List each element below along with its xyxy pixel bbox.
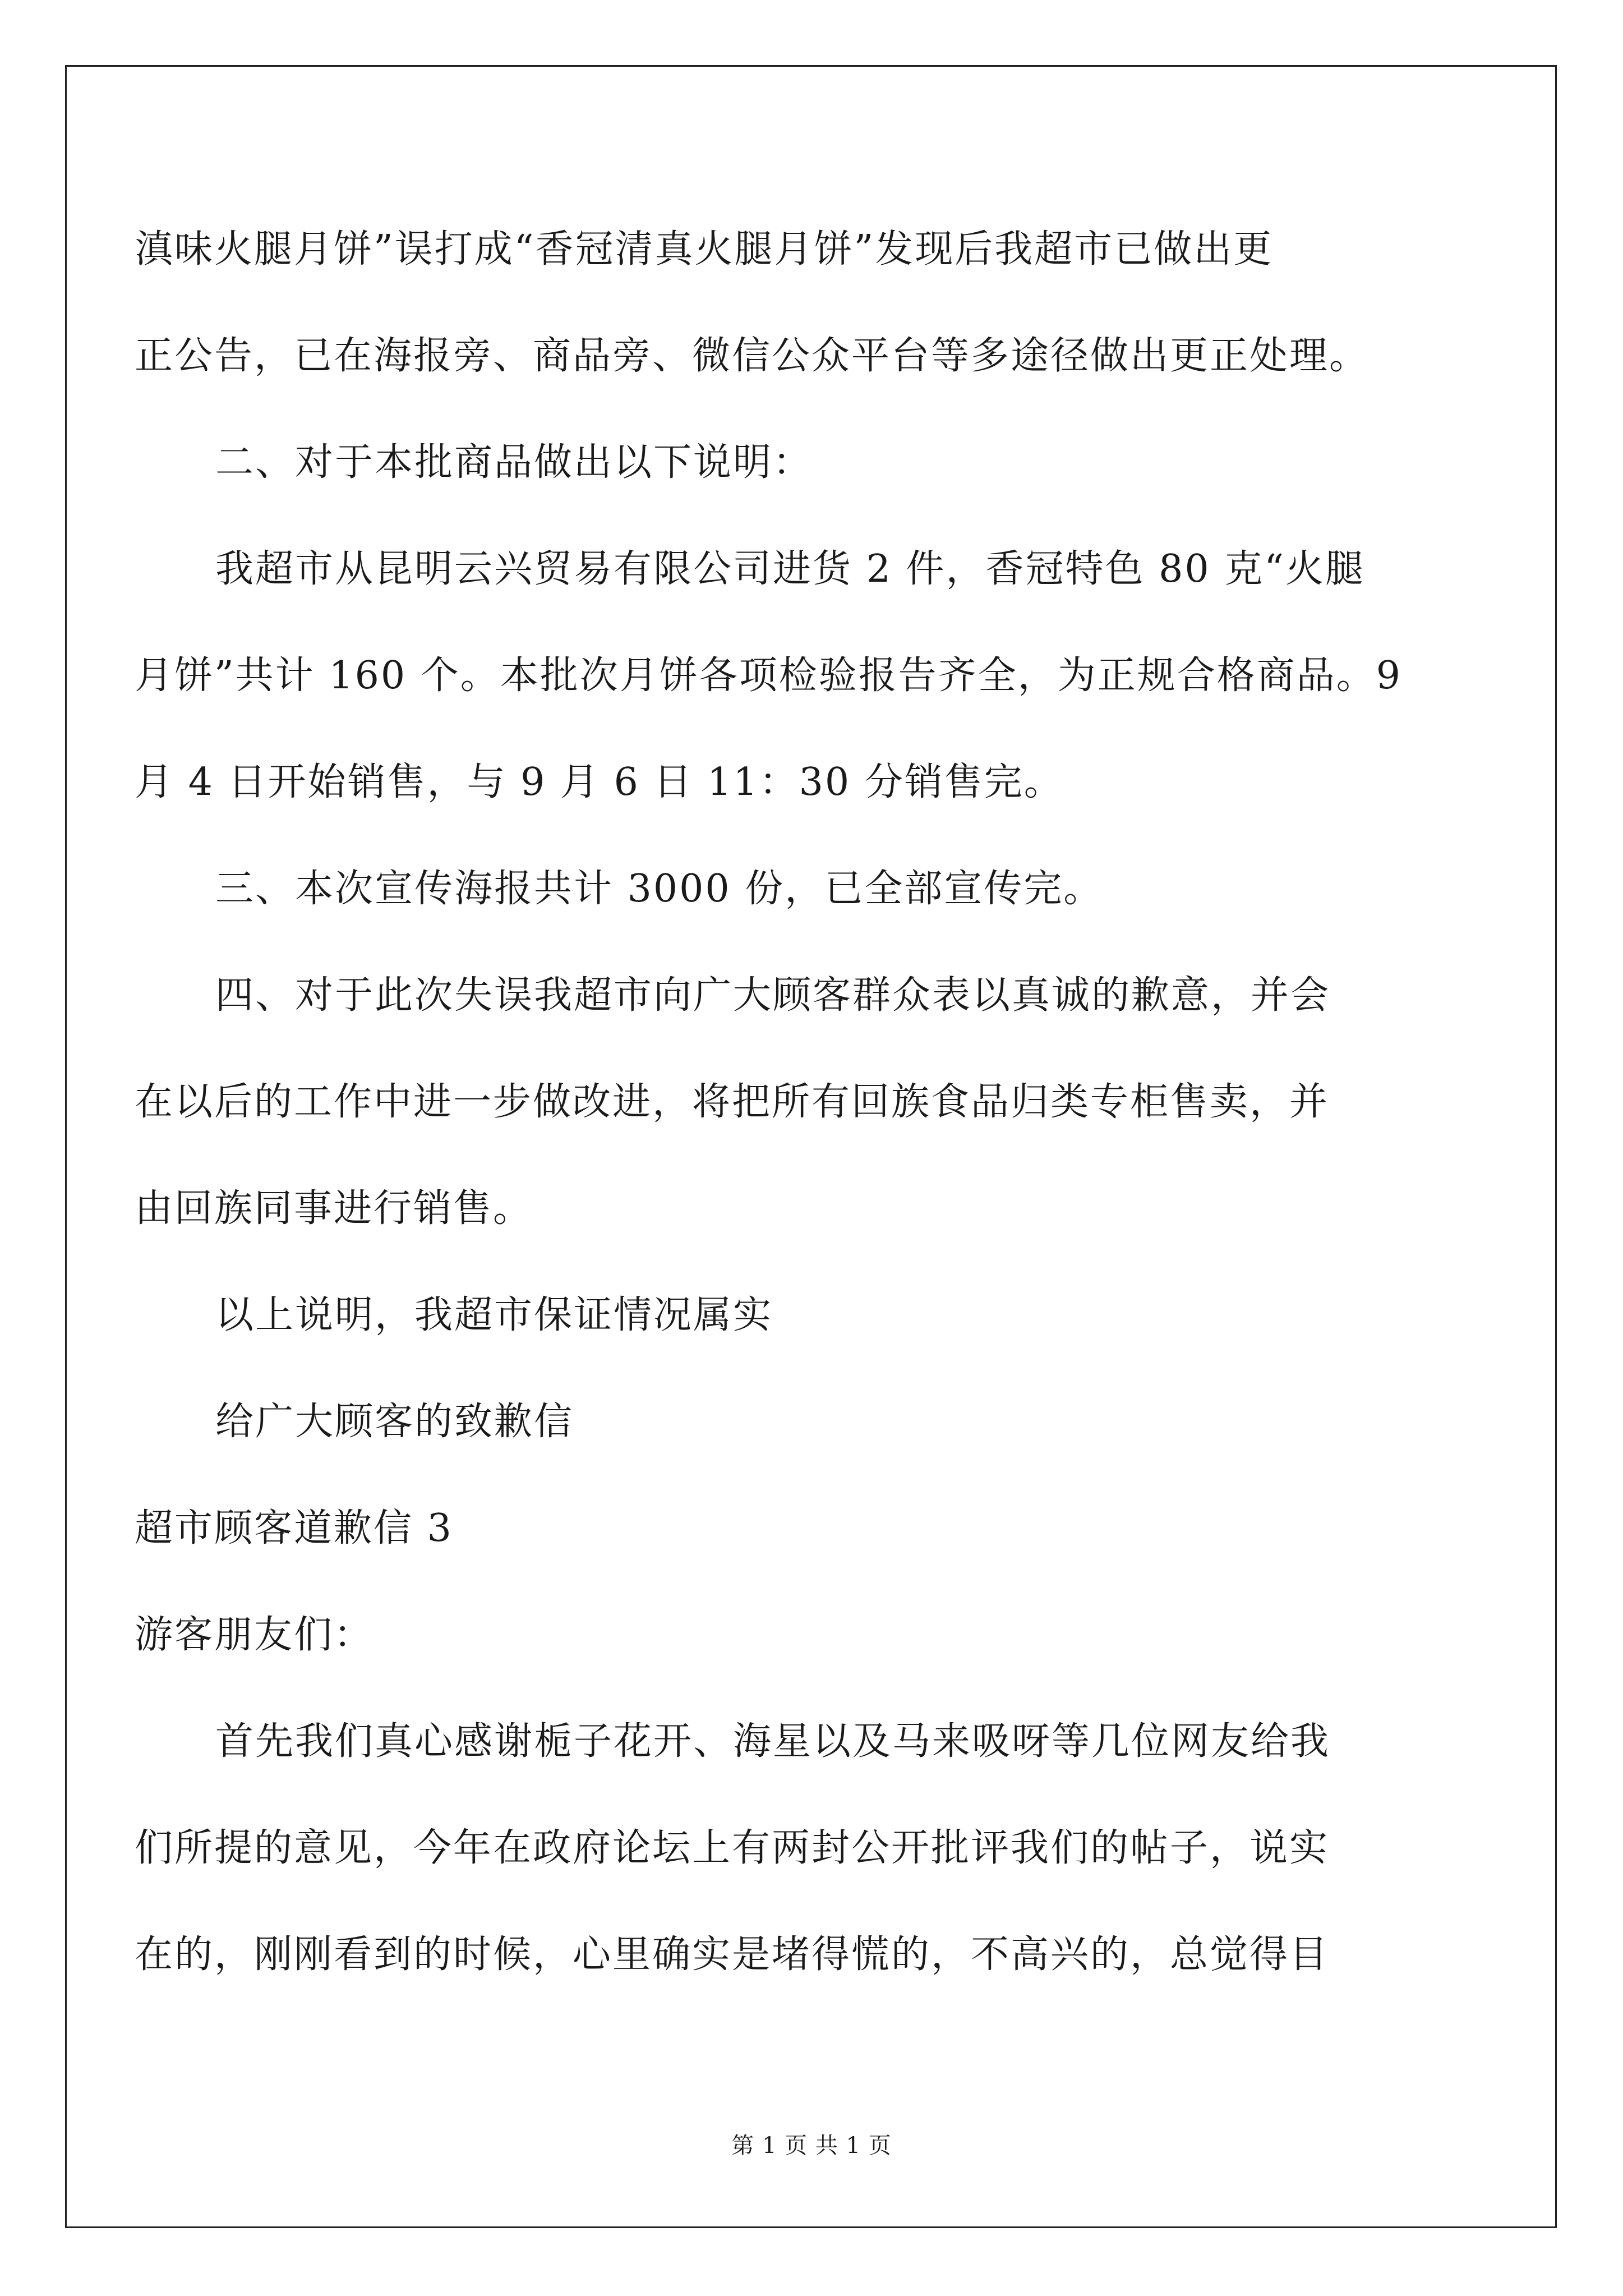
page-number: 第 1 页 共 1 页 [731,2133,892,2159]
document-title: 超市顾客道歉信 3 [135,1506,453,1550]
text-line: 四、对于此次失误我超市向广大顾客群众表以真诚的歉意，并会 [215,973,1331,1018]
section-heading-two: 二、对于本批商品做出以下说明： [215,440,813,485]
salutation: 游客朋友们： [135,1613,374,1657]
text-line: 由回族同事进行销售。 [135,1186,533,1231]
text-line: 正公告，已在海报旁、商品旁、微信公众平台等多途径做出更正处理。 [135,334,1370,378]
section-heading-three: 三、本次宣传海报共计 3000 份，已全部宣传完。 [215,867,1104,911]
text-line: 我超市从昆明云兴贸易有限公司进货 2 件，香冠特色 80 克“火腿 [215,547,1366,591]
text-line: 在以后的工作中进一步做改进，将把所有回族食品归类专柜售卖，并 [135,1080,1330,1124]
text-line: 以上说明，我超市保证情况属实 [215,1293,773,1337]
text-line: 给广大顾客的致歉信 [215,1400,574,1444]
text-line: 滇味火腿月饼”误打成“香冠清真火腿月饼”发现后我超市已做出更 [135,227,1274,272]
text-line: 月饼”共计 160 个。本批次月饼各项检验报告齐全，为正规合格商品。9 [135,654,1403,698]
page-border [65,65,1557,2228]
text-line: 月 4 日开始销售，与 9 月 6 日 11：30 分销售完。 [135,760,1064,804]
text-line: 们所提的意见，今年在政府论坛上有两封公开批评我们的帖子，说实 [135,1826,1330,1870]
text-line: 在的，刚刚看到的时候，心里确实是堵得慌的，不高兴的，总觉得目 [135,1932,1330,1977]
text-line: 首先我们真心感谢栀子花开、海星以及马来吸呀等几位网友给我 [215,1719,1331,1764]
